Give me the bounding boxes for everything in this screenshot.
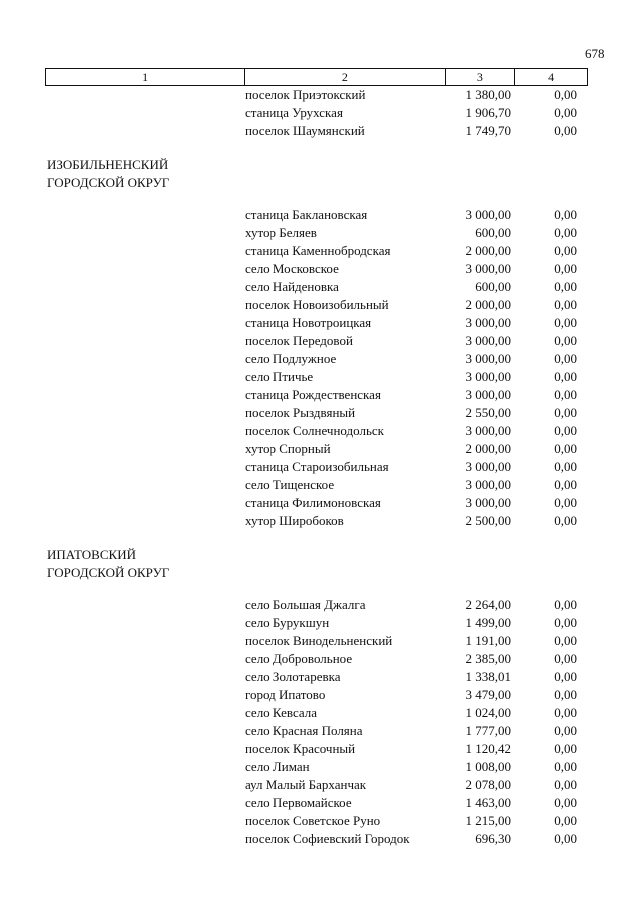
value-col-3: 2 000,00 <box>465 243 511 258</box>
settlement-name: станица Урухская <box>245 105 343 120</box>
district-section <box>47 86 587 140</box>
value-col-3: 1 191,00 <box>465 633 511 648</box>
district-section <box>47 156 587 530</box>
value-col-4: 0,00 <box>554 279 577 294</box>
value-col-4: 0,00 <box>554 87 577 102</box>
table-row <box>47 614 587 632</box>
table-row <box>47 242 587 260</box>
value-col-4: 0,00 <box>554 387 577 402</box>
value-col-3: 3 000,00 <box>465 207 511 222</box>
value-col-4: 0,00 <box>554 369 577 384</box>
table-row <box>47 86 587 104</box>
value-col-4: 0,00 <box>554 423 577 438</box>
settlement-name: село Первомайское <box>245 795 352 810</box>
settlement-name: поселок Передовой <box>245 333 353 348</box>
table-row <box>47 122 587 140</box>
value-col-4: 0,00 <box>554 105 577 120</box>
value-col-3: 600,00 <box>475 279 511 294</box>
value-col-4: 0,00 <box>554 477 577 492</box>
table-row <box>47 332 587 350</box>
settlement-name: село Золотаревка <box>245 669 341 684</box>
value-col-4: 0,00 <box>554 669 577 684</box>
value-col-3: 600,00 <box>475 225 511 240</box>
header-col-1: 1 <box>46 69 245 85</box>
table-row <box>47 404 587 422</box>
value-col-4: 0,00 <box>554 741 577 756</box>
value-col-4: 0,00 <box>554 459 577 474</box>
table-row <box>47 386 587 404</box>
settlement-name: поселок Рыздвяный <box>245 405 356 420</box>
header-col-2: 2 <box>245 69 445 85</box>
value-col-3: 1 215,00 <box>465 813 511 828</box>
value-col-3: 1 906,70 <box>465 105 511 120</box>
value-col-3: 2 264,00 <box>465 597 511 612</box>
value-col-4: 0,00 <box>554 813 577 828</box>
settlement-name: станица Староизобильная <box>245 459 389 474</box>
settlement-name: село Тищенское <box>245 477 335 492</box>
table-row <box>47 668 587 686</box>
table-row <box>47 422 587 440</box>
table-row <box>47 350 587 368</box>
table-row <box>47 260 587 278</box>
value-col-3: 1 777,00 <box>465 723 511 738</box>
value-col-3: 3 000,00 <box>465 387 511 402</box>
settlement-name: село Бурукшун <box>245 615 330 630</box>
settlement-name: станица Баклановская <box>245 207 368 222</box>
value-col-3: 2 000,00 <box>465 441 511 456</box>
settlement-name: аул Малый Барханчак <box>245 777 367 792</box>
table-row <box>47 794 587 812</box>
value-col-3: 3 000,00 <box>465 369 511 384</box>
settlement-name: хутор Беляев <box>245 225 317 240</box>
value-col-3: 3 000,00 <box>465 351 511 366</box>
settlement-name: станица Каменнобродская <box>245 243 391 258</box>
table-row <box>47 512 587 530</box>
value-col-4: 0,00 <box>554 495 577 510</box>
value-col-4: 0,00 <box>554 759 577 774</box>
spacer <box>47 192 587 206</box>
table-row <box>47 206 587 224</box>
settlement-name: село Найденовка <box>245 279 339 294</box>
value-col-4: 0,00 <box>554 243 577 258</box>
table-row <box>47 740 587 758</box>
settlement-name: село Подлужное <box>245 351 337 366</box>
value-col-4: 0,00 <box>554 597 577 612</box>
district-heading-line: ГОРОДСКОЙ ОКРУГ <box>47 175 170 190</box>
settlement-name: поселок Красочный <box>245 741 356 756</box>
value-col-4: 0,00 <box>554 405 577 420</box>
settlement-name: село Московское <box>245 261 339 276</box>
table-row <box>47 632 587 650</box>
value-col-4: 0,00 <box>554 207 577 222</box>
value-col-3: 1 024,00 <box>465 705 511 720</box>
table-row <box>47 596 587 614</box>
value-col-4: 0,00 <box>554 351 577 366</box>
table-row <box>47 650 587 668</box>
settlement-name: село Птичье <box>245 369 314 384</box>
settlement-name: хутор Широбоков <box>245 513 344 528</box>
value-col-3: 1 749,70 <box>465 123 511 138</box>
settlement-name: поселок Софиевский Городок <box>245 831 410 846</box>
value-col-3: 3 000,00 <box>465 459 511 474</box>
table-row <box>47 314 587 332</box>
district-heading-line: ИЗОБИЛЬНЕНСКИЙ <box>47 157 169 172</box>
settlement-name: поселок Солнечнодольск <box>245 423 384 438</box>
value-col-4: 0,00 <box>554 297 577 312</box>
table-row <box>47 758 587 776</box>
table-row <box>47 224 587 242</box>
value-col-4: 0,00 <box>554 795 577 810</box>
value-col-4: 0,00 <box>554 315 577 330</box>
table-header <box>45 68 588 86</box>
value-col-3: 1 338,01 <box>465 669 511 684</box>
table-row <box>47 704 587 722</box>
value-col-4: 0,00 <box>554 261 577 276</box>
settlement-name: станица Рождественская <box>245 387 381 402</box>
value-col-3: 1 499,00 <box>465 615 511 630</box>
value-col-3: 2 000,00 <box>465 297 511 312</box>
value-col-3: 3 000,00 <box>465 477 511 492</box>
district-heading-line: ИПАТОВСКИЙ <box>47 547 136 562</box>
value-col-3: 1 120,42 <box>465 741 511 756</box>
value-col-4: 0,00 <box>554 441 577 456</box>
value-col-3: 1 463,00 <box>465 795 511 810</box>
value-col-3: 3 000,00 <box>465 423 511 438</box>
value-col-4: 0,00 <box>554 123 577 138</box>
value-col-4: 0,00 <box>554 633 577 648</box>
settlement-name: город Ипатово <box>245 687 326 702</box>
district-heading <box>47 156 587 192</box>
value-col-4: 0,00 <box>554 333 577 348</box>
settlement-name: поселок Шаумянский <box>245 123 365 138</box>
district-section <box>47 546 587 848</box>
table-row <box>47 686 587 704</box>
settlement-name: станица Филимоновская <box>245 495 381 510</box>
value-col-3: 696,30 <box>475 831 511 846</box>
settlement-name: поселок Новоизобильный <box>245 297 389 312</box>
table-row <box>47 830 587 848</box>
value-col-4: 0,00 <box>554 723 577 738</box>
value-col-4: 0,00 <box>554 513 577 528</box>
settlement-name: село Лиман <box>245 759 310 774</box>
table-row <box>47 104 587 122</box>
settlement-name: поселок Приэтокский <box>245 87 366 102</box>
value-col-4: 0,00 <box>554 615 577 630</box>
value-col-3: 3 479,00 <box>465 687 511 702</box>
table-row <box>47 278 587 296</box>
table-row <box>47 494 587 512</box>
header-col-3: 3 <box>446 69 516 85</box>
settlement-name: село Красная Поляна <box>245 723 363 738</box>
settlement-name: поселок Винодельненский <box>245 633 393 648</box>
settlement-name: село Добровольное <box>245 651 353 666</box>
value-col-4: 0,00 <box>554 225 577 240</box>
table-row <box>47 812 587 830</box>
value-col-3: 3 000,00 <box>465 333 511 348</box>
spacer <box>47 582 587 596</box>
settlement-name: хутор Спорный <box>245 441 331 456</box>
value-col-3: 3 000,00 <box>465 315 511 330</box>
table-row <box>47 722 587 740</box>
settlement-name: село Кевсала <box>245 705 318 720</box>
value-col-3: 1 008,00 <box>465 759 511 774</box>
value-col-3: 3 000,00 <box>465 261 511 276</box>
value-col-4: 0,00 <box>554 705 577 720</box>
value-col-3: 3 000,00 <box>465 495 511 510</box>
district-heading-line: ГОРОДСКОЙ ОКРУГ <box>47 565 170 580</box>
table-row <box>47 458 587 476</box>
value-col-3: 2 385,00 <box>465 651 511 666</box>
table-row <box>47 440 587 458</box>
value-col-4: 0,00 <box>554 651 577 666</box>
settlement-name: станица Новотроицкая <box>245 315 372 330</box>
value-col-3: 2 500,00 <box>465 513 511 528</box>
settlement-name: село Большая Джалга <box>245 597 366 612</box>
table-row <box>47 296 587 314</box>
table-body <box>47 86 587 848</box>
page-number: 678 <box>585 46 605 61</box>
district-heading <box>47 546 587 582</box>
value-col-3: 1 380,00 <box>465 87 511 102</box>
table-row <box>47 368 587 386</box>
table-row <box>47 476 587 494</box>
value-col-4: 0,00 <box>554 777 577 792</box>
settlement-name: поселок Советское Руно <box>245 813 381 828</box>
table-row <box>47 776 587 794</box>
header-col-4: 4 <box>548 70 555 84</box>
value-col-4: 0,00 <box>554 687 577 702</box>
value-col-3: 2 078,00 <box>465 777 511 792</box>
value-col-4: 0,00 <box>554 831 577 846</box>
value-col-3: 2 550,00 <box>465 405 511 420</box>
